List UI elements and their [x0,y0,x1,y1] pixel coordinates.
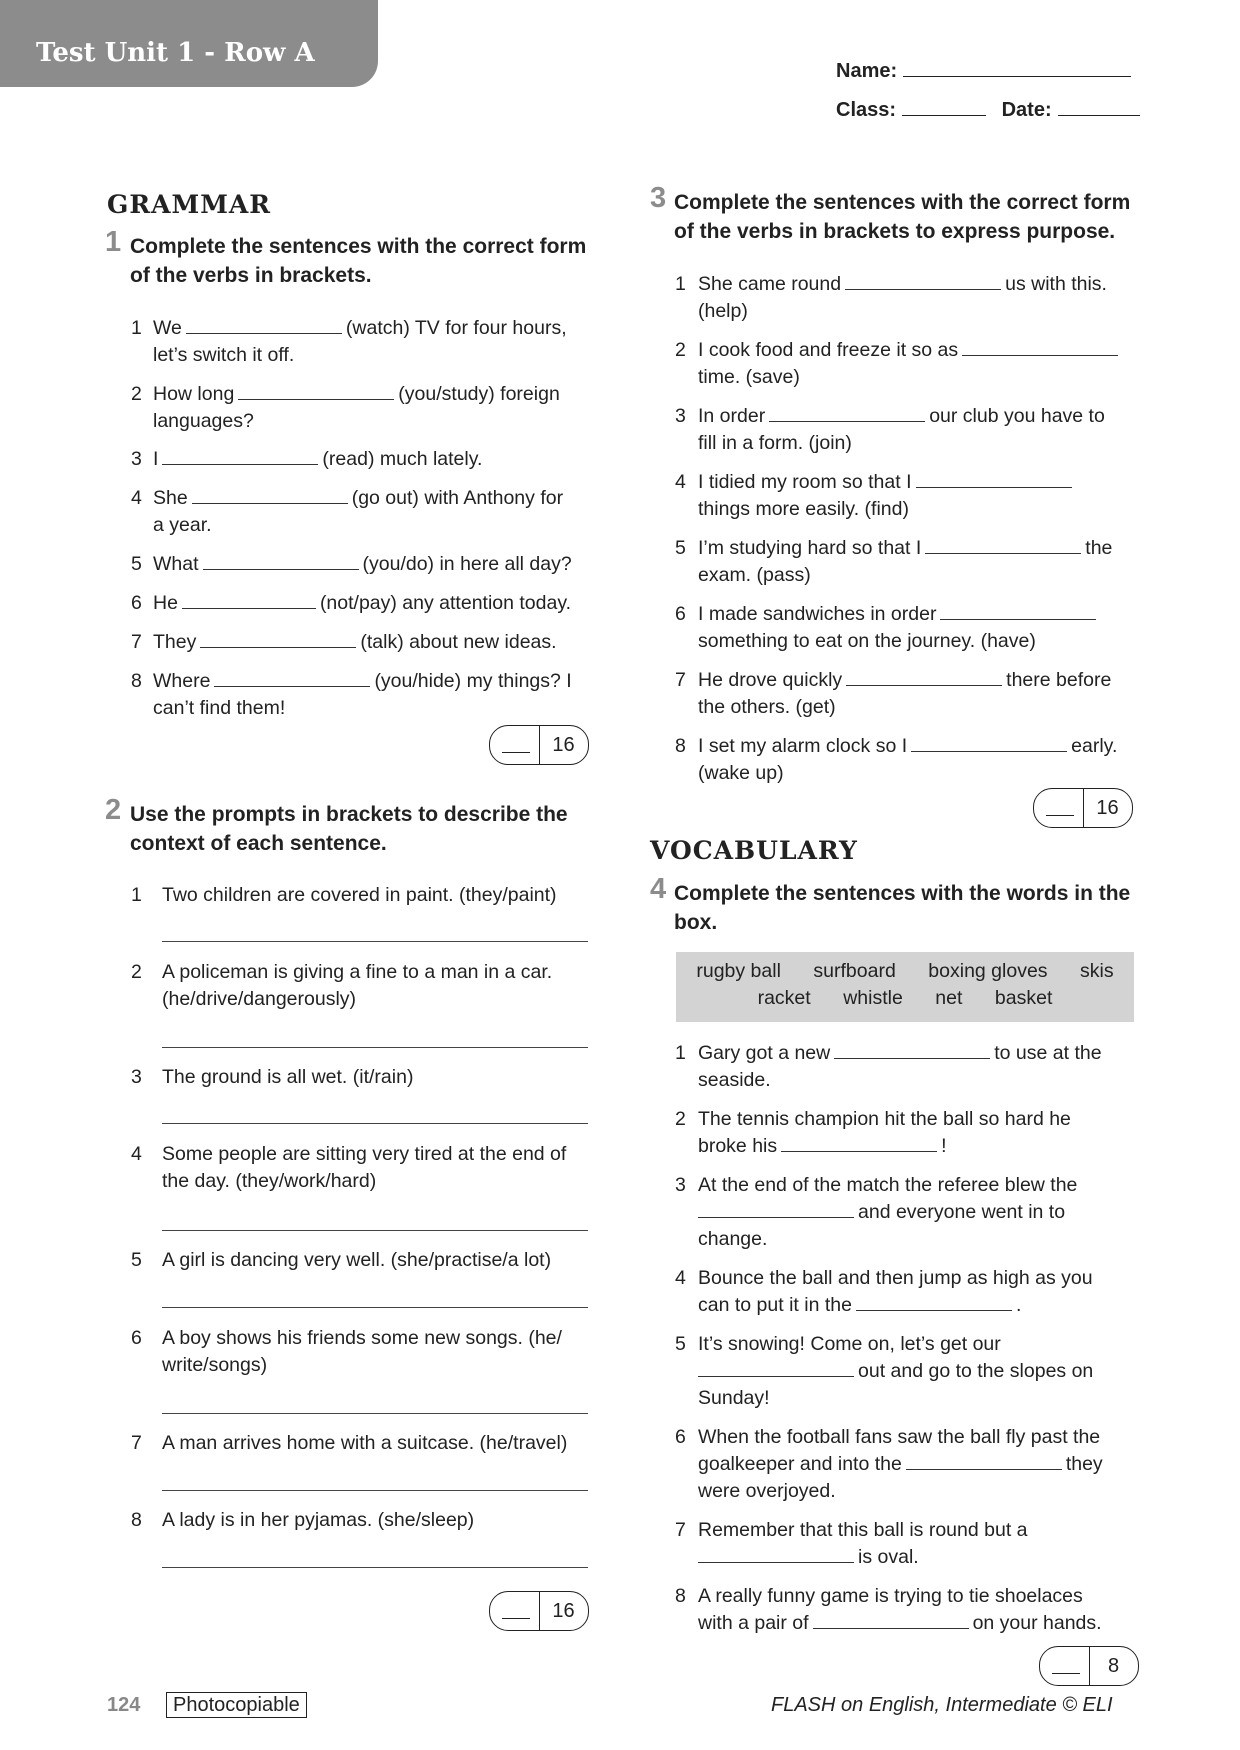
item-text: . [1015,1294,1022,1316]
item-text: He drove quickly [698,669,843,691]
date-label: Date: [1001,99,1052,121]
answer-blank[interactable] [813,1610,969,1629]
grammar-heading: GRAMMAR [107,190,272,219]
ex1-item [131,315,601,369]
ex1-item [131,668,601,722]
item-number: 3 [131,448,142,470]
ex2-item [131,959,601,1013]
ex2-instruction-line2: context of each sentence. [130,832,387,855]
item-text: Bounce the ball and then jump as high as you [698,1267,1093,1289]
item-text: The tennis champion hit the ball so hard he [698,1108,1071,1130]
ex4-item [675,1106,1135,1160]
ex3-item [675,667,1135,721]
ex1-item [131,485,601,539]
item-number: 1 [675,273,686,295]
item-text: time. (save) [698,366,800,388]
item-text: Where [153,670,211,692]
item-text: languages? [153,410,254,432]
ex2-number: 2 [105,794,122,826]
item-text: She [153,487,188,509]
item-text: At the end of the match the referee blew the [698,1174,1078,1196]
item-text: (wake up) [698,762,784,784]
score-blank[interactable] [502,752,530,753]
item-number: 7 [131,631,142,653]
item-number: 7 [675,1519,686,1541]
ex2-answer-line[interactable] [162,1490,588,1491]
answer-blank[interactable] [200,629,356,648]
ex2-instruction-line1: Use the prompts in brackets to describe the [130,803,568,826]
item-text: I made sandwiches in order [698,603,937,625]
answer-blank[interactable] [940,601,1096,620]
item-text: Sunday! [698,1387,770,1409]
word-box-line1: rugby ball surfboard boxing gloves skis [696,960,1114,982]
answer-blank[interactable] [698,1199,854,1218]
answer-blank[interactable] [203,551,359,570]
item-text: She came round [698,273,842,295]
item-text: change. [698,1228,768,1250]
answer-blank[interactable] [769,403,925,422]
ex2-item [131,1247,601,1274]
ex2-answer-line[interactable] [162,1307,588,1308]
item-number: 1 [131,884,142,906]
answer-blank[interactable] [925,535,1081,554]
item-text: ! [941,1135,947,1157]
answer-blank[interactable] [192,485,348,504]
score-total: 16 [1096,797,1119,819]
answer-blank[interactable] [182,590,316,609]
item-text: He [153,592,178,614]
ex1-item [131,629,601,656]
ex3-instruction-line1: Complete the sentences with the correct form [674,191,1131,214]
item-text: We [153,317,182,339]
score-blank[interactable] [1046,815,1074,816]
item-number: 4 [131,1143,142,1165]
item-text: It’s snowing! Come on, let’s get our [698,1333,1001,1355]
answer-blank[interactable] [214,668,370,687]
item-number: 7 [131,1432,142,1454]
ex2-item [131,1430,601,1457]
answer-blank[interactable] [911,733,1067,752]
item-text: let’s switch it off. [153,344,295,366]
item-text: In order [698,405,766,427]
item-text: A lady is in her pyjamas. (she/sleep) [162,1509,475,1531]
ex3-instruction-line2: of the verbs in brackets to express purpose. [674,220,1116,243]
item-text: they [1065,1453,1103,1475]
item-number: 6 [675,1426,686,1448]
ex1-item [131,446,601,473]
unit-title: Test Unit 1 - Row A [36,38,315,68]
item-text: early. [1071,735,1118,757]
ex2-item [131,882,601,909]
ex4-item [675,1040,1135,1094]
item-text: us with this. [1005,273,1107,295]
item-text: goalkeeper and into the [698,1453,902,1475]
ex2-item [131,1325,601,1379]
item-text: fill in a form. (join) [698,432,852,454]
item-text: A boy shows his friends some new songs. (he/ [162,1327,562,1349]
item-text: Remember that this ball is round but a [698,1519,1028,1541]
item-text: a year. [153,514,212,536]
item-text: (help) [698,300,748,322]
item-text: our club you have to [929,405,1105,427]
item-text: broke his [698,1135,778,1157]
item-text: things more easily. (find) [698,498,909,520]
ex3-item [675,469,1135,523]
score-blank[interactable] [1052,1673,1080,1674]
item-text: A really funny game is trying to tie shoelaces [698,1585,1083,1607]
class-label: Class: [836,99,897,121]
ex3-item [675,403,1135,457]
ex1-item [131,551,601,578]
item-number: 3 [675,405,686,427]
answer-blank[interactable] [962,337,1118,356]
item-text: What [153,553,199,575]
item-number: 1 [131,317,142,339]
score-total: 8 [1107,1655,1120,1677]
ex3-item [675,535,1135,589]
item-text: They [153,631,197,653]
header-tab [0,0,378,87]
ex3-item [675,733,1135,787]
ex2-instruction [105,794,600,858]
item-text: is oval. [858,1546,919,1568]
item-number: 4 [131,487,142,509]
item-number: 5 [131,1249,142,1271]
ex1-instruction-line1: Complete the sentences with the correct form [130,235,587,258]
item-text: the day. (they/work/hard) [162,1170,377,1192]
item-text: Two children are covered in paint. (they/paint) [162,884,557,906]
item-text: the [1085,537,1113,559]
item-text: A man arrives home with a suitcase. (he/travel) [162,1432,568,1454]
item-text: When the football fans saw the ball fly past the [698,1426,1101,1448]
item-number: 6 [131,592,142,614]
page-number: 124 [107,1694,141,1716]
item-text: The ground is all wet. (it/rain) [162,1066,414,1088]
item-number: 7 [675,669,686,691]
book-credit: FLASH on English, Intermediate © ELI [771,1694,1113,1716]
ex4-item [675,1331,1135,1412]
vocabulary-heading: VOCABULARY [650,836,858,865]
item-text: I’m studying hard so that I [698,537,922,559]
ex4-item [675,1265,1135,1319]
ex1-score-box[interactable] [489,725,589,765]
item-text: (read) much lately. [322,448,483,470]
name-field [836,60,1131,83]
item-text: the others. (get) [698,696,836,718]
item-text: I tidied my room so that I [698,471,912,493]
ex3-number: 3 [650,182,667,214]
ex3-item [675,271,1135,325]
item-text: can’t find them! [153,697,286,719]
item-number: 4 [675,471,686,493]
item-text: seaside. [698,1069,771,1091]
item-text: I cook food and freeze it so as [698,339,959,361]
ex4-score-box[interactable] [1039,1646,1139,1686]
answer-blank[interactable] [834,1040,990,1059]
ex2-answer-line[interactable] [162,941,588,942]
item-text: A girl is dancing very well. (she/practise/a lot) [162,1249,552,1271]
score-total: 16 [552,734,575,756]
item-number: 2 [131,961,142,983]
score-total: 16 [552,1600,575,1622]
item-number: 6 [131,1327,142,1349]
item-text: to use at the [994,1042,1102,1064]
item-text: were overjoyed. [698,1480,836,1502]
answer-blank[interactable] [781,1133,937,1152]
ex3-item [675,337,1135,391]
ex1-item [131,381,601,435]
answer-blank[interactable] [162,446,318,465]
ex2-answer-line[interactable] [162,1123,588,1124]
item-text: write/songs) [162,1354,268,1376]
ex2-answer-line[interactable] [162,1230,588,1231]
item-text: I [153,448,159,470]
item-text: A policeman is giving a fine to a man in a car. [162,961,553,983]
ex4-item [675,1172,1135,1253]
item-number: 1 [675,1042,686,1064]
ex3-score-box[interactable] [1033,788,1133,828]
item-number: 8 [675,1585,686,1607]
item-text: (he/drive/dangerously) [162,988,357,1010]
ex3-instruction [650,182,1144,246]
answer-blank[interactable] [845,271,1001,290]
ex2-answer-line[interactable] [162,1047,588,1048]
date-line[interactable] [1058,101,1140,116]
ex2-answer-line[interactable] [162,1567,588,1568]
ex1-item [131,590,601,617]
item-number: 5 [131,553,142,575]
item-text: can to put it in the [698,1294,852,1316]
item-number: 2 [131,383,142,405]
ex2-answer-line[interactable] [162,1413,588,1414]
item-text: I set my alarm clock so I [698,735,908,757]
ex4-item [675,1583,1135,1637]
ex4-item [675,1424,1135,1505]
answer-blank[interactable] [846,667,1002,686]
item-number: 8 [131,1509,142,1531]
ex1-number: 1 [105,226,122,258]
item-text: (watch) TV for four hours, [345,317,567,339]
ex4-number: 4 [650,873,667,905]
item-number: 5 [675,537,686,559]
item-number: 2 [675,1108,686,1130]
item-number: 2 [675,339,686,361]
item-text: out and go to the slopes on [858,1360,1094,1382]
word-box-line2: racket whistle net basket [757,987,1053,1009]
item-text: (you/do) in here all day? [362,553,572,575]
item-text: something to eat on the journey. (have) [698,630,1036,652]
class-date-field [836,99,1140,122]
answer-blank[interactable] [916,469,1072,488]
ex4-instruction-line2: box. [674,911,718,934]
class-line[interactable] [902,101,986,116]
item-text: on your hands. [972,1612,1102,1634]
item-number: 5 [675,1333,686,1355]
name-line[interactable] [903,62,1131,77]
ex4-instruction-line1: Complete the sentences with the words in the [674,882,1131,905]
item-text: How long [153,383,235,405]
item-number: 6 [675,603,686,625]
answer-blank[interactable] [698,1358,854,1377]
word-box [676,952,1134,1022]
item-text: and everyone went in to [858,1201,1066,1223]
photocopiable-label: Photocopiable [166,1692,307,1718]
item-text: (talk) about new ideas. [360,631,557,653]
item-number: 3 [131,1066,142,1088]
answer-blank[interactable] [238,381,394,400]
item-text: (go out) with Anthony for [351,487,564,509]
item-text: exam. (pass) [698,564,811,586]
ex2-score-box[interactable] [489,1591,589,1631]
score-blank[interactable] [502,1618,530,1619]
ex1-instruction-line2: of the verbs in brackets. [130,264,372,287]
item-number: 8 [131,670,142,692]
ex4-instruction [650,873,1144,937]
ex4-item [675,1517,1135,1571]
answer-blank[interactable] [186,315,342,334]
item-number: 4 [675,1267,686,1289]
item-text: (you/hide) my things? I [374,670,572,692]
ex2-item [131,1507,601,1534]
answer-blank[interactable] [856,1292,1012,1311]
item-text: Some people are sitting very tired at the end of [162,1143,567,1165]
ex2-item [131,1141,601,1195]
item-text: Gary got a new [698,1042,831,1064]
name-label: Name: [836,60,898,82]
item-number: 3 [675,1174,686,1196]
item-text: (not/pay) any attention today. [319,592,572,614]
answer-blank[interactable] [906,1451,1062,1470]
item-text: with a pair of [698,1612,809,1634]
item-text: (you/study) foreign [398,383,560,405]
item-text: there before [1006,669,1112,691]
ex2-item [131,1064,601,1091]
answer-blank[interactable] [698,1544,854,1563]
ex3-item [675,601,1135,655]
ex1-instruction [105,226,600,290]
item-number: 8 [675,735,686,757]
